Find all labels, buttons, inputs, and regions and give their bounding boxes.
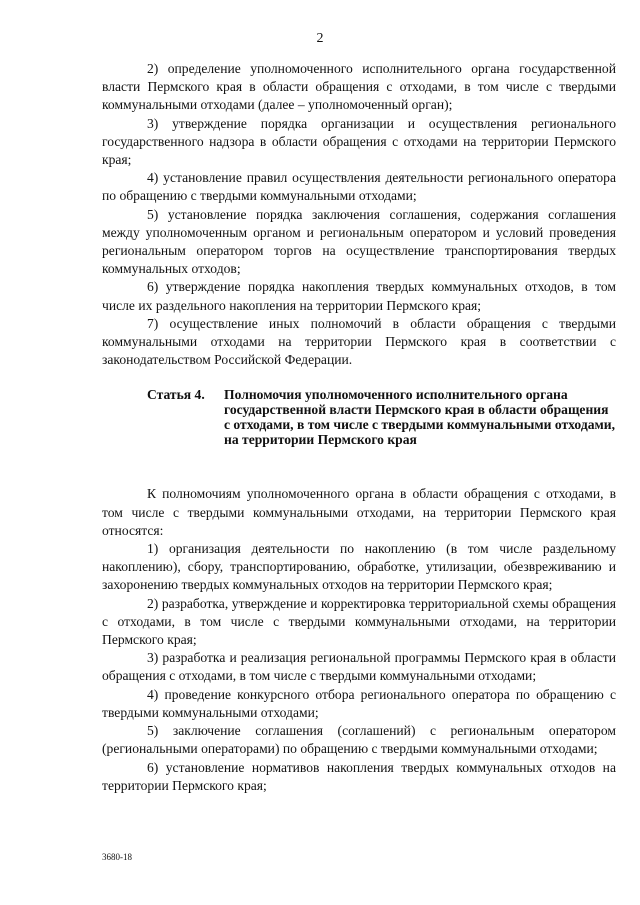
list-item-5: 5) установление порядка заключения соглашения, содержания соглашения между уполномоченным органом и региональным оператором и условий проведения региональным оператором торгов на осуществление транспортирования твердых коммунальных отходов; [102,206,616,277]
power-item-4: 4) проведение конкурсного отбора регионального оператора по обращению с твердыми коммунальными отходами; [102,686,616,720]
document-code: 3680-18 [102,852,132,862]
list-item-3: 3) утверждение порядка организации и осуществления регионального государственного надзора в области обращения с отходами на территории Пермского края; [102,115,616,168]
power-item-3: 3) разработка и реализация региональной программы Пермского края в области обращения с отходами, в том числе с твердыми коммунальными отходами; [102,650,616,684]
article-title: Полномочия уполномоченного исполнительного органа государственной власти Пермского края в области обращения с отходами, в том числе с твердыми коммунальными отходами, на территории Пермского края [224,387,615,448]
power-item-2: 2) разработка, утверждение и корректировка территориальной схемы обращения с отходами, в том числе с твердыми коммунальными отходами, на территории Пермского края; [102,595,616,648]
power-item-5: 5) заключение соглашения (соглашений) с региональным оператором (региональными операторами) по обращению с твердыми коммунальными отходами; [102,723,616,757]
article-number: Статья 4. [147,387,205,403]
list-item-6: 6) утверждение порядка накопления твердых коммунальных отходов, в том числе их раздельного накопления на территории Пермского края; [102,279,616,313]
list-item-4: 4) установление правил осуществления деятельности регионального оператора по обращению с твердыми коммунальными отходами; [102,170,616,204]
article-heading [102,387,616,459]
article-intro: К полномочиям уполномоченного органа в области обращения с отходами, в том числе с твердыми коммунальными отходами, на территории Пермского края относятся: [102,486,616,538]
list-item-2: 2) определение уполномоченного исполнительного органа государственной власти Пермского края в области обращения с отходами, в том числе с твердыми коммунальными отходами (далее – уполномоченный орган); [102,61,616,113]
power-item-1: 1) организация деятельности по накоплению (в том числе раздельному накоплению), сбору, транспортированию, обработке, утилизации, обезвреживанию и захоронению твердых коммунальных отходов на территории Пермского края; [102,541,616,593]
list-item-7: 7) осуществление иных полномочий в области обращения с твердыми коммунальными отходами на территории Пермского края в соответствии с законодательством Российской Федерации. [102,315,616,368]
page-number: 2 [316,31,324,46]
document-body [102,60,616,795]
power-item-6: 6) установление нормативов накопления твердых коммунальных отходов на территории Пермского края; [102,759,616,793]
